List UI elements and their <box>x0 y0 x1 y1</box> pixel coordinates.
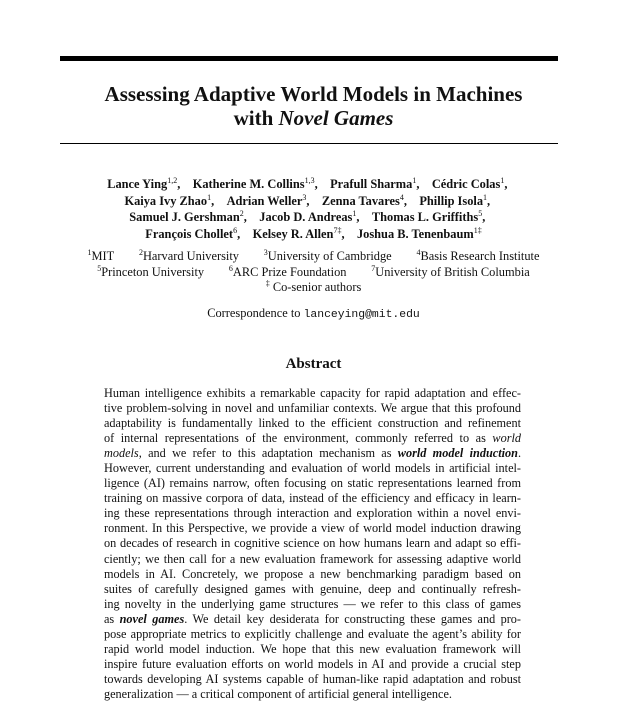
affiliation-name: ARC Prize Foundation <box>232 264 347 279</box>
abstract-text: pose appropriate metrics to explicitly challenge and evaluate the agent’s ability for <box>104 626 521 641</box>
abstract-line <box>104 521 521 536</box>
abstract-line <box>104 536 521 551</box>
abstract-text: Human intelligence exhibits a remarkable capacity for rapid adaptation and effec- <box>104 386 521 400</box>
abstract-text: training on massive corpora of data, instead of the efficiency and efficacy in learn- <box>104 491 521 506</box>
author-affiliation-mark: 1 <box>207 192 212 202</box>
author-name: Joshua B. Tenenbaum <box>356 226 474 241</box>
top-rule <box>60 56 558 61</box>
author-row: Lance Ying$^{1,2}$, Katherine M. Collins$^{1,3}$, Prafull Sharma$^1$, Cédric Colas$^1$, <box>107 176 520 191</box>
abstract-text: models in AI. Concretely, we propose a new benchmarking paradigm based on <box>104 566 521 581</box>
abstract-text: of internal representations of the environment, commonly referred to as <box>104 431 493 446</box>
abstract-line <box>104 612 521 627</box>
affiliation-mark: 4 <box>416 248 421 257</box>
cosenior-mark: ‡ <box>265 279 270 288</box>
author-affiliation-mark: 5 <box>478 209 483 218</box>
author-name: Samuel J. Gershman <box>129 210 240 224</box>
abstract-text: However, current understanding and evaluation of world models in artificial intel- <box>104 461 521 476</box>
abstract-text: , and we refer to this adaptation mechanism as <box>138 446 398 461</box>
correspondence <box>40 306 587 321</box>
author-affiliation-mark: 1 <box>500 176 505 185</box>
abstract-line <box>104 657 521 672</box>
affiliation-list <box>40 249 587 296</box>
author-affiliation-mark: 1‡ <box>473 225 482 235</box>
affiliation-row <box>40 249 587 265</box>
abstract-text: ligence (AI) remains narrow, often focusing on static representations learned from <box>104 476 521 491</box>
affiliation-name: Harvard University <box>142 249 239 263</box>
author-affiliation-mark: 1 <box>412 176 417 185</box>
title-emphasis: Novel Games <box>278 106 394 130</box>
abstract-line <box>104 386 521 401</box>
author-affiliation-mark: 2 <box>239 209 244 218</box>
author-name: Katherine M. Collins <box>192 177 305 191</box>
paper-title-line-1: Assessing Adaptive World Models in Machines <box>104 82 523 106</box>
abstract-bold-italic-term: novel games <box>119 611 185 626</box>
author-affiliation-mark: 4 <box>399 192 404 202</box>
author-affiliation-mark: 3 <box>302 192 307 202</box>
abstract-text: adaptability is fundamentally linked to the efficient construction and refinement <box>104 416 521 431</box>
affiliation-mark: 3 <box>263 248 268 257</box>
abstract-text: ronment. In this Perspective, we provide a view of world model induction drawing <box>104 521 521 536</box>
author-row: François Chollet$^6$, Kelsey R. Allen$^{7\ddagger}$, Joshua B. Tenenbaum$^{1\ddagger}$ <box>145 225 482 241</box>
abstract-heading: Abstract <box>285 356 342 372</box>
abstract-text: generalization — a critical component of artificial general intelligence. <box>104 686 452 701</box>
affiliation-mark: 6 <box>228 263 233 273</box>
abstract-line <box>104 446 521 461</box>
cosenior-note <box>40 280 587 296</box>
affiliation-name: Basis Research Institute <box>420 249 540 263</box>
abstract-text: rapid world model induction. We hope that this new evaluation framework will <box>104 641 521 656</box>
author-affiliation-mark: 1 <box>483 192 488 202</box>
cosenior-text: Co-senior authors <box>272 280 362 294</box>
abstract-line <box>104 491 521 506</box>
abstract-text: ing these representations through interaction and exploration within a novel envi- <box>104 506 521 521</box>
abstract-line <box>104 597 521 612</box>
abstract-text: . We detail key desiderata for constructing these games and pro- <box>184 611 521 626</box>
abstract-line <box>104 506 521 521</box>
abstract-line <box>104 461 521 476</box>
author-name: Phillip Isola <box>419 193 484 208</box>
title-prefix: with <box>233 106 279 130</box>
abstract-text: as <box>104 611 120 626</box>
author-name: Cédric Colas <box>431 177 501 191</box>
affiliation-name: University of British Columbia <box>375 264 530 279</box>
abstract-text: ciently; we then call for a new evaluation framework for assessing adaptive world <box>104 551 521 566</box>
abstract-body <box>104 386 521 702</box>
abstract-bold-italic-term: world model induction <box>397 446 518 461</box>
author-name: Jacob D. Andreas <box>259 210 353 224</box>
abstract-italic-term: models <box>104 446 139 461</box>
abstract-line <box>104 567 521 582</box>
affiliation-mark: 7 <box>371 263 376 273</box>
abstract-text: ing novelty in the underlying game structures — we refer to this class of games <box>104 596 521 611</box>
author-name: Prafull Sharma <box>330 177 413 191</box>
author-list <box>40 176 587 242</box>
author-name: Lance Ying <box>107 177 168 191</box>
correspondence-label: Correspondence to <box>207 306 304 320</box>
author-affiliation-mark: 6 <box>233 225 238 235</box>
abstract-text: towards developing AI systems capable of human-like rapid adaptation and robust <box>104 671 521 686</box>
abstract-line <box>104 627 521 642</box>
abstract-line <box>104 401 521 416</box>
author-affiliation-mark: 1,3 <box>304 176 315 185</box>
abstract-line <box>104 552 521 567</box>
affiliation-row <box>40 265 587 281</box>
author-row: Kaiya Ivy Zhao$^1$, Adrian Weller$^3$, Zenna Tavares$^4$, Phillip Isola$^1$, <box>124 192 503 208</box>
affiliation-name: MIT <box>91 249 115 263</box>
abstract-text: inspire future evaluation efforts on world models in AI and provide a crucial step <box>104 656 521 671</box>
abstract-line <box>104 431 521 446</box>
author-name: Adrian Weller <box>226 193 303 208</box>
affiliation-mark: 1 <box>87 248 92 257</box>
title-bottom-rule <box>60 143 558 144</box>
abstract-line <box>104 642 521 657</box>
abstract-text: tive problem-solving in novel and unfamiliar contexts. We argue that this profound <box>104 401 521 416</box>
affiliation-mark: 5 <box>97 263 102 273</box>
abstract-italic-term: world <box>492 431 521 446</box>
author-name: Zenna Tavares <box>321 193 400 208</box>
author-affiliation-mark: 1 <box>352 209 357 218</box>
correspondence-email: lanceying@mit.edu <box>303 309 420 321</box>
abstract-line <box>104 476 521 491</box>
abstract-text: on decades of research in cognitive science on how humans learn and adapt so effi- <box>104 536 521 551</box>
abstract-line <box>104 672 521 687</box>
abstract-line <box>104 582 521 597</box>
author-name: Kelsey R. Allen <box>252 226 334 241</box>
abstract-text: . <box>517 446 522 461</box>
affiliation-name: University of Cambridge <box>267 249 392 263</box>
abstract-text: suites of carefully designed games with genuine, deep and continually refresh- <box>104 581 521 596</box>
affiliation-mark: 2 <box>138 248 143 257</box>
author-name: Kaiya Ivy Zhao <box>124 193 208 208</box>
paper-title-line-2 <box>40 106 587 131</box>
author-affiliation-mark: 7‡ <box>333 225 342 235</box>
author-name: Thomas L. Griffiths <box>371 210 479 224</box>
author-name: François Chollet <box>145 226 234 241</box>
author-affiliation-mark: 1,2 <box>167 176 178 185</box>
affiliation-name: Princeton University <box>101 264 205 279</box>
abstract-line <box>104 416 521 431</box>
author-row: Samuel J. Gershman$^2$, Jacob D. Andreas$^1$, Thomas L. Griffiths$^5$, <box>129 209 498 224</box>
